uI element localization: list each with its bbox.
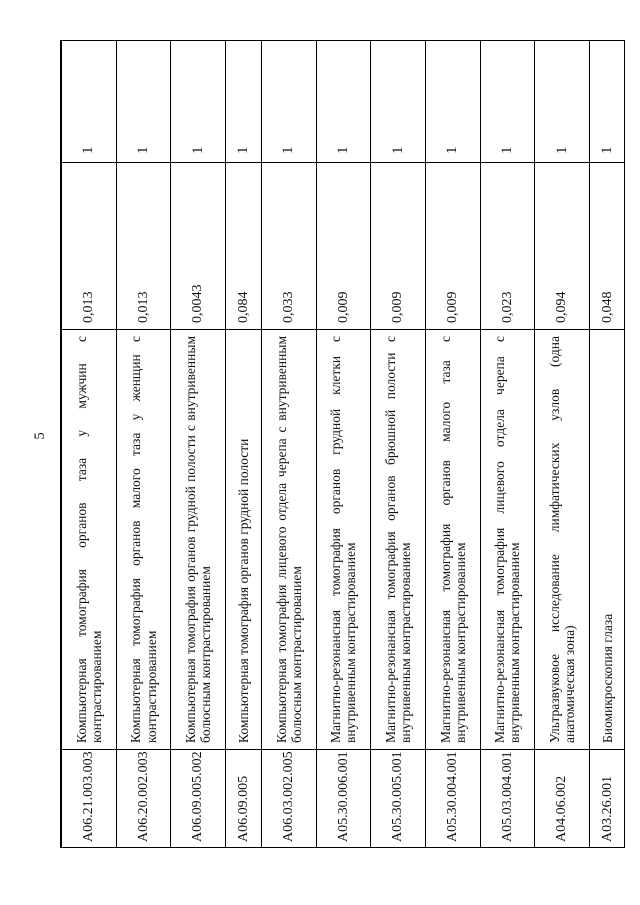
service-code-cell: A06.03.002.005: [261, 750, 316, 849]
service-code-cell: A03.26.001: [590, 750, 626, 849]
multiplicity-cell: 1: [62, 41, 117, 163]
multiplicity-cell: 1: [535, 41, 590, 163]
services-table-frame: [60, 40, 625, 848]
frequency-cell: 0,013: [62, 163, 117, 330]
service-code-cell: A06.09.005.002: [171, 750, 226, 849]
multiplicity-cell: 1: [590, 41, 626, 163]
table-row: [116, 41, 171, 849]
service-name-cell: Компьютерная томография органов малого таза у женщин с контрастированием: [116, 330, 171, 750]
service-code-cell: A06.09.005: [226, 750, 262, 849]
service-code-cell: A04.06.002: [535, 750, 590, 849]
table-row: [261, 41, 316, 849]
service-code-cell: A05.30.004.001: [425, 750, 480, 849]
frequency-cell: 0,094: [535, 163, 590, 330]
services-table: [61, 40, 625, 848]
services-table-body: [62, 41, 626, 849]
table-row: [226, 41, 262, 849]
frequency-cell: 0,009: [425, 163, 480, 330]
table-row: [171, 41, 226, 849]
multiplicity-cell: 1: [171, 41, 226, 163]
frequency-cell: 0,013: [116, 163, 171, 330]
service-code-cell: A06.20.002.003: [116, 750, 171, 849]
frequency-cell: 0,033: [261, 163, 316, 330]
service-name-cell: Компьютерная томография лицевого отдела черепа с внутривенным болюсным контрастированием: [261, 330, 316, 750]
multiplicity-cell: 1: [316, 41, 371, 163]
multiplicity-cell: 1: [425, 41, 480, 163]
table-row: [480, 41, 535, 849]
frequency-cell: 0,009: [371, 163, 426, 330]
service-name-cell: Магнитно-резонансная томография органов малого таза с внутривенным контрастированием: [425, 330, 480, 750]
service-name-cell: Компьютерная томография органов таза у мужчин с контрастированием: [62, 330, 117, 750]
table-row: [316, 41, 371, 849]
service-name-cell: Магнитно-резонансная томография лицевого отдела черепа с внутривенным контрастированием: [480, 330, 535, 750]
service-name-cell: Компьютерная томография органов грудной полости с внутривенным болюсным контрастированием: [171, 330, 226, 750]
service-name-cell: Магнитно-резонансная томография органов брюшной полости с внутривенным контрастированием: [371, 330, 426, 750]
multiplicity-cell: 1: [226, 41, 262, 163]
multiplicity-cell: 1: [371, 41, 426, 163]
service-code-cell: A05.03.004.001: [480, 750, 535, 849]
service-name-cell: Компьютерная томография органов грудной полости: [226, 330, 262, 750]
frequency-cell: 0,048: [590, 163, 626, 330]
table-row: [590, 41, 626, 849]
multiplicity-cell: 1: [116, 41, 171, 163]
services-table-rotated: [61, 41, 625, 848]
multiplicity-cell: 1: [480, 41, 535, 163]
table-row: [425, 41, 480, 849]
service-code-cell: A06.21.003.003: [62, 750, 117, 849]
frequency-cell: 0,0043: [171, 163, 226, 330]
frequency-cell: 0,023: [480, 163, 535, 330]
service-code-cell: A05.30.005.001: [371, 750, 426, 849]
page-number: 5: [32, 432, 48, 440]
multiplicity-cell: 1: [261, 41, 316, 163]
service-name-cell: Магнитно-резонансная томография органов грудной клетки с внутривенным контрастированием: [316, 330, 371, 750]
table-row: [371, 41, 426, 849]
frequency-cell: 0,009: [316, 163, 371, 330]
service-name-cell: Ультразвуковое исследование лимфатических узлов (одна анатомическая зона): [535, 330, 590, 750]
service-name-cell: Биомикроскопия глаза: [590, 330, 626, 750]
service-code-cell: A05.30.006.001: [316, 750, 371, 849]
table-row: [62, 41, 117, 849]
frequency-cell: 0,084: [226, 163, 262, 330]
table-row: [535, 41, 590, 849]
